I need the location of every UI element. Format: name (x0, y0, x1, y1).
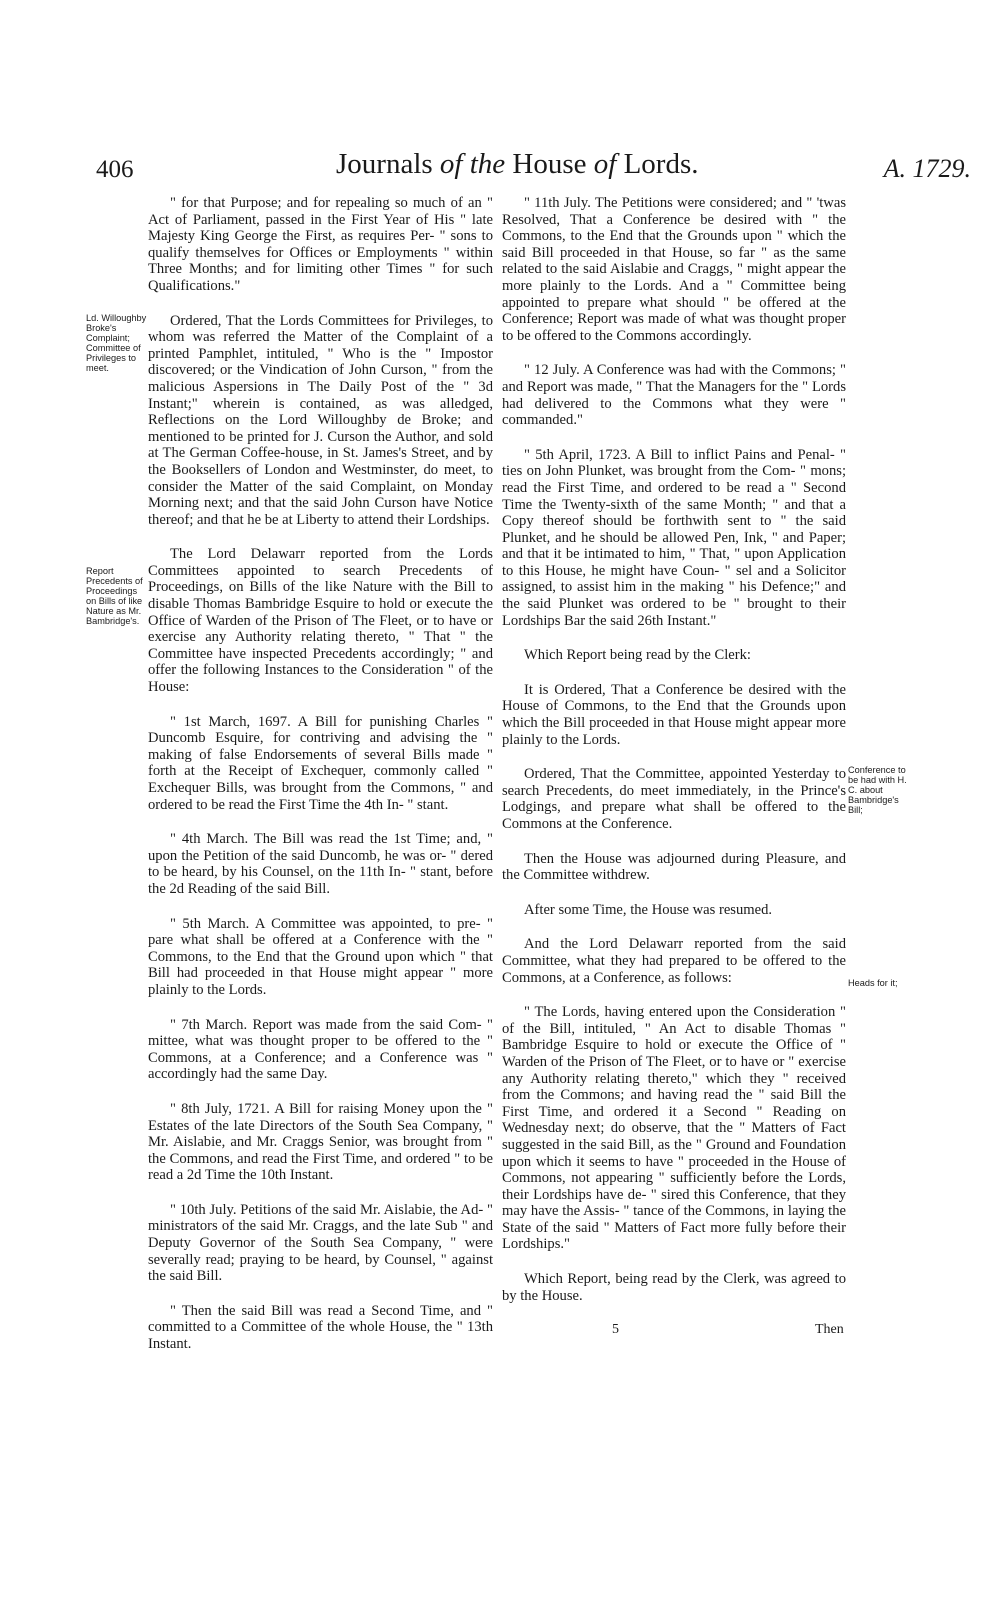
paragraph: " 4th March. The Bill was read the 1st Time; and, " upon the Petition of the said Duncomb, he was or- " dered to be heard, by his Counsel, on the 11th In- " stant, before the 2d Reading of the said Bill. (148, 831, 493, 897)
paragraph: The Lord Delawarr reported from the Lords Committees appointed to search Precedents of Proceedings, on Bills of the like Nature with the Bill to disable Thomas Bambridge Esquire to hold or execute the Office of Warden of the Prison of The Fleet, or to have or exercise any Authority relating thereto, " That " the Committee have inspected Precedents accordingly; " and offer the following Instances to the Consideration " of the House: (148, 546, 493, 696)
signature-mark: 5 (612, 1322, 619, 1337)
paragraph: Ordered, That the Lords Committees for Privileges, to whom was referred the Matter of the Complaint of a printed Pamphlet, intituled, " Who is the " Impostor discovered; or the Vindication of John Curson, " from the malicious Aspersions in The Daily Post of the " 3d Instant;" wherein is contained, as was alledged, Reflections on the Lord Willoughby de Broke; and mentioned to be printed for J. Curson the Author, and sold at The German Coffee-house, in St. James's Street, and by the Booksellers of London and Westminster, do meet, to consider the Matter of the said Complaint, on Monday Morning next; and that the said John Curson have Notice thereof; and that he be at Liberty to attend their Lordships. (148, 312, 493, 528)
paragraph: Ordered, That the Committee, appointed Yesterday to search Precedents, do meet immediately, in the Prince's Lodgings, and prepare what shall be offered to the Commons at the Conference. (502, 766, 846, 832)
paragraph: " 1st March, 1697. A Bill for punishing Charles " Duncomb Esquire, for contriving and advising the " making of false Endorsements of several Bills made " forth at the Receipt of Exchequer, commonly called " Exchequer Bills, was brought from the Commons, " and ordered to be read the First Time the 4th In- " stant. (148, 713, 493, 813)
paragraph: And the Lord Delawarr reported from the said Committee, what they had prepared to be offered to the Commons, at a Conference, as follows: (502, 936, 846, 986)
paragraph: " 5th March. A Committee was appointed, to pre- " pare what shall be offered at a Conference with the " Commons, to the End that the Ground upon which " that Bill had proceeded in that House might appear " more plainly to the Lords. (148, 915, 493, 998)
paragraph: " for that Purpose; and for repealing so much of an " Act of Parliament, passed in the First Year of His " late Majesty King George the First, as requires Per- " sons to qualify themselves for Offices or Employments " within Three Months; and for limiting other Times " for such Qualifications." (148, 195, 493, 294)
running-title: Journals of the House of Lords. (336, 148, 699, 180)
paragraph: It is Ordered, That a Conference be desired with the House of Commons, to the End that the Grounds upon which the Bill proceeded in that House might appear more plainly to the Lords. (502, 681, 846, 748)
paragraph: " 8th July, 1721. A Bill for raising Money upon the " Estates of the late Directors of the South Sea Company, " Mr. Aislabie, and Mr. Craggs Senior, was brought from " the Commons, and read the First Time, and ordered " to be read a 2d Time the 10th Instant. (148, 1100, 493, 1184)
page-header (96, 148, 971, 188)
margin-note-precedents: Report Precedents of Proceedings on Bills of like Nature as Mr. Bambridge's. (86, 566, 143, 626)
paragraph: " Then the said Bill was read a Second Time, and " committed to a Committee of the whole House, the " 13th Instant. (148, 1302, 493, 1353)
paragraph: " 11th July. The Petitions were considered; and " 'twas Resolved, That a Conference be desired with " the Commons, to the End that the Grounds upon " which the said Bill proceeded in that House, so far " as the same related to the said Aislabie and Craggs, " might appear the more plainly to the Lords. And a " Committee being appointed to prepare what should " be offered at the Conference; Report was made of what was thought proper to be offered to the Commons accordingly. (502, 195, 846, 344)
paragraph: " 5th April, 1723. A Bill to inflict Pains and Penal- " ties on John Plunket, was brought from the Com- " mons; read the First Time, and ordered to be read a " Second Time the Twenty-sixth of the same Month; " and that a Copy thereof should be forthwith sent to " the said Plunket, and he should be allowed Pen, Ink, " and Paper; and that it be intimated to him, " That, " upon Application to this House, he might have Coun- " sel and a Solicitor assigned, to assist him in the making " his Defence;" and the said Plunket was ordered to be " brought to their Lordships Bar the said 26th Instant." (502, 446, 846, 629)
paragraph: " 10th July. Petitions of the said Mr. Aislabie, the Ad- " ministrators of the said Mr. Craggs, and the late Sub " and Deputy Governor of the South Sea Company, " were severally read; praying to be heard, by Counsel, " against the said Bill. (148, 1201, 493, 1285)
paragraph: " The Lords, having entered upon the Consideration " of the Bill, intituled, " An Act to disable Thomas " Bambridge Esquire to hold or execute the Office of " Warden of the Prison of The Fleet, or to have or " exercise any Authority relating thereto," which they " received from the Commons; and having read the " said Bill the First Time, and ordered it a Second " Reading on Wednesday next; do observe, that the " Matters of Fact suggested in the said Bill, as the " Ground and Foundation upon which it seems to have " proceeded in the House of Commons, not appearing " sufficiently before the Lords, their Lordships have de- " sired this Conference, that they may have the Assis- " tance of the Commons, in laying the State of the said " Matters of Fact more fully before their Lordships." (502, 1004, 846, 1253)
paragraph: Which Report being read by the Clerk: (524, 647, 751, 664)
margin-note-willoughby: Ld. Willoughby Broke's Complaint; Committee of Privileges to meet. (86, 313, 147, 373)
page-year: A. 1729. (883, 154, 971, 183)
catchword: Then (815, 1322, 844, 1337)
paragraph: Then the House was adjourned during Pleasure, and the Committee withdrew. (502, 850, 846, 884)
paragraph: After some Time, the House was resumed. (524, 901, 773, 918)
paragraph: " 7th March. Report was made from the said Com- " mittee, what was thought proper to be offered to the " Commons, at a Conference; and a Conference was " accordingly had the same Day. (148, 1016, 493, 1083)
paragraph: " 12 July. A Conference was had with the Commons; " and Report was made, " That the Managers for the " Lords had delivered to the Commons what they were " commanded." (502, 362, 846, 429)
margin-note-heads: Heads for it; (848, 978, 898, 988)
right-column (502, 195, 846, 1322)
page-number: 406 (96, 156, 134, 183)
left-column (148, 195, 493, 1371)
paragraph: Which Report, being read by the Clerk, was agreed to by the House. (502, 1271, 846, 1304)
margin-note-conference: Conference to be had with H. C. about Bambridge's Bill; (848, 765, 907, 815)
